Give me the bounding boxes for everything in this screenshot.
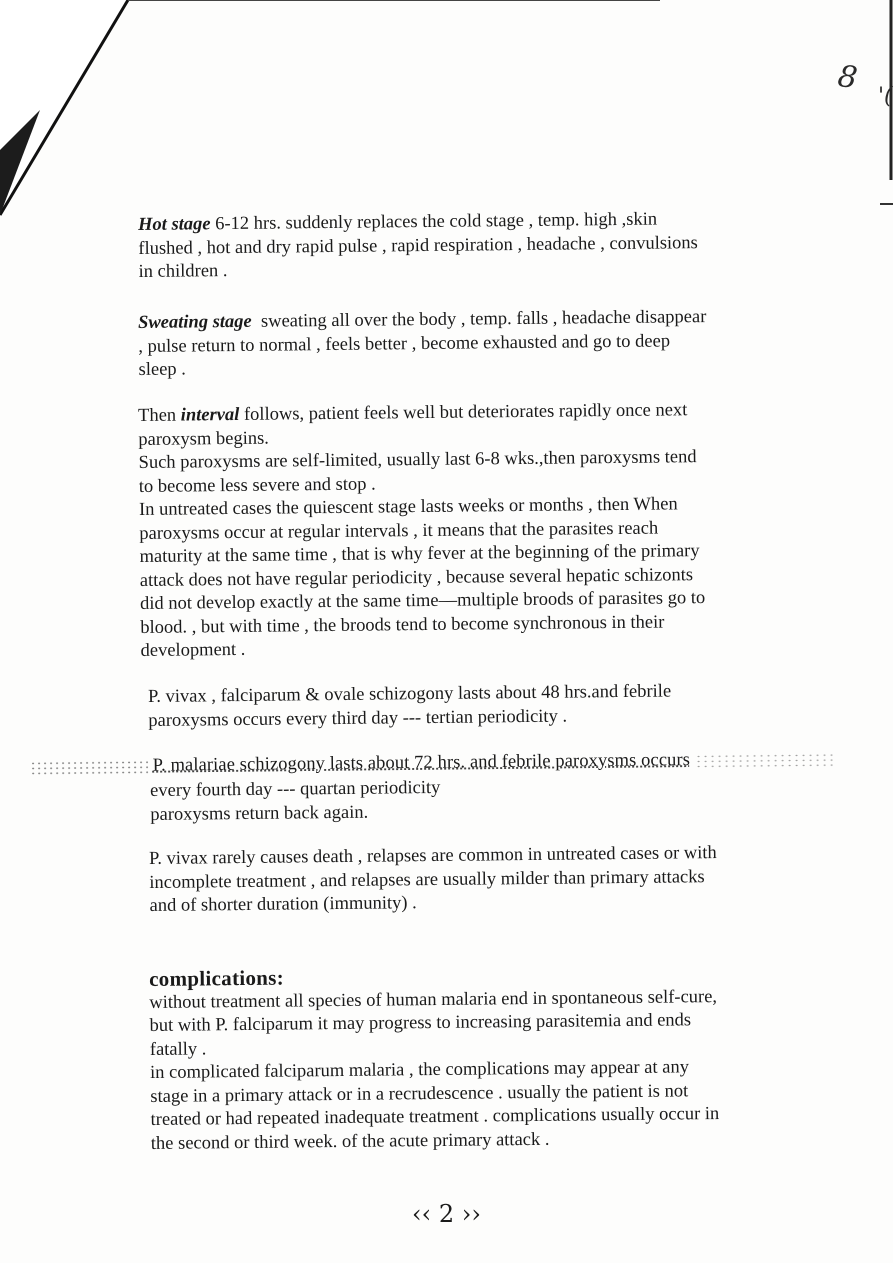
interval-line-11: development . xyxy=(140,639,246,661)
complications-line-4: in complicated falciparum malaria , the complications may appear at any xyxy=(149,1057,690,1083)
malariae-line-3: paroxysms return back again. xyxy=(150,802,369,825)
interval-line-1: Then interval follows, patient feels well but deteriorates rapidly once next xyxy=(138,400,688,426)
sweating-stage-line-2: , pulse return to normal , feels better , become exhausted and go to deep xyxy=(138,330,671,357)
interval-line-9: did not develop exactly at the same time—multiple broods of parasites go to xyxy=(139,588,706,614)
vivax-schizogony-paragraph xyxy=(148,679,788,733)
relapse-line-3: and of shorter duration (immunity) . xyxy=(149,893,417,916)
relapse-line-1: P. vivax rarely causes death , relapses are common in untreated cases or with xyxy=(149,843,717,869)
hot-stage-line-2: flushed , hot and dry rapid pulse , rapid respiration , headache , convulsions xyxy=(138,232,698,259)
malariae-line-1: P. malariae schizogony lasts about 72 hrs. and febrile paroxysms occurs xyxy=(152,750,691,776)
interval-line-7: maturity at the same time , that is why fever at the beginning of the primary xyxy=(139,541,700,567)
handwritten-page-mark-2: '( xyxy=(878,84,893,109)
interval-line-5: In untreated cases the quiescent stage lasts weeks or months , then When xyxy=(138,494,678,520)
interval-line-8: attack does not have regular periodicity , because several hepatic schizonts xyxy=(139,564,694,591)
relapse-line-2: incomplete treatment , and relapses are usually milder than primary attacks xyxy=(149,866,705,893)
hot-stage-paragraph xyxy=(138,207,779,284)
complications-section xyxy=(149,961,781,1156)
sweating-stage-paragraph xyxy=(138,305,779,382)
complications-line-3: fatally . xyxy=(149,1038,207,1060)
sweating-stage-line-3: sleep . xyxy=(138,359,186,380)
hot-stage-line-1: Hot stage 6-12 hrs. suddenly replaces the cold stage , temp. high ,skin xyxy=(138,209,658,235)
malariae-line-2: every fourth day --- quartan periodicity xyxy=(150,777,441,801)
vivax-line-2: paroxysms occurs every third day --- tertian periodicity . xyxy=(148,706,568,731)
complications-line-7: the second or third week. of the acute primary attack . xyxy=(150,1129,550,1154)
complications-line-6: treated or had repeated inadequate treatment . complications usually occur in xyxy=(150,1104,720,1130)
scan-noise-right xyxy=(695,752,835,767)
interval-line-10: blood. , but with time , the broods tend to become synchronous in their xyxy=(140,612,665,638)
complications-line-1: without treatment all species of human malaria end in spontaneous self-cure, xyxy=(149,986,718,1013)
hot-stage-label: Hot stage xyxy=(138,214,211,235)
interval-line-6: paroxysms occur at regular intervals , it means that the parasites reach xyxy=(139,518,659,544)
complications-heading: complications: xyxy=(148,965,285,991)
interval-label: interval xyxy=(180,404,240,426)
scan-noise-left xyxy=(30,760,148,775)
sweating-stage-label: Sweating stage xyxy=(138,311,252,333)
complications-line-2: but with P. falciparum it may progress to increasing parasitemia and ends xyxy=(149,1010,692,1036)
vivax-line-1: P. vivax , falciparum & ovale schizogony lasts about 48 hrs.and febrile xyxy=(148,681,672,707)
relapse-paragraph xyxy=(149,841,780,918)
complications-line-5: stage in a primary attack or in a recrudescence . usually the patient is not xyxy=(150,1080,689,1107)
malariae-paragraph xyxy=(150,773,790,827)
interval-paragraph xyxy=(138,398,781,663)
page-number: ‹‹ 2 ›› xyxy=(412,1200,481,1228)
interval-line-4: to become less severe and stop . xyxy=(138,474,376,497)
interval-line-2: paroxysm begins. xyxy=(138,428,269,450)
hot-stage-line-3: in children . xyxy=(138,261,228,282)
sweating-stage-line-1: Sweating stage sweating all over the body , temp. falls , headache disappear xyxy=(138,307,707,333)
interval-line-3: Such paroxysms are self-limited, usually last 6-8 wks.,then paroxysms tend xyxy=(138,447,697,473)
handwritten-page-mark: 8 xyxy=(835,58,860,97)
margin-tick xyxy=(880,203,893,205)
